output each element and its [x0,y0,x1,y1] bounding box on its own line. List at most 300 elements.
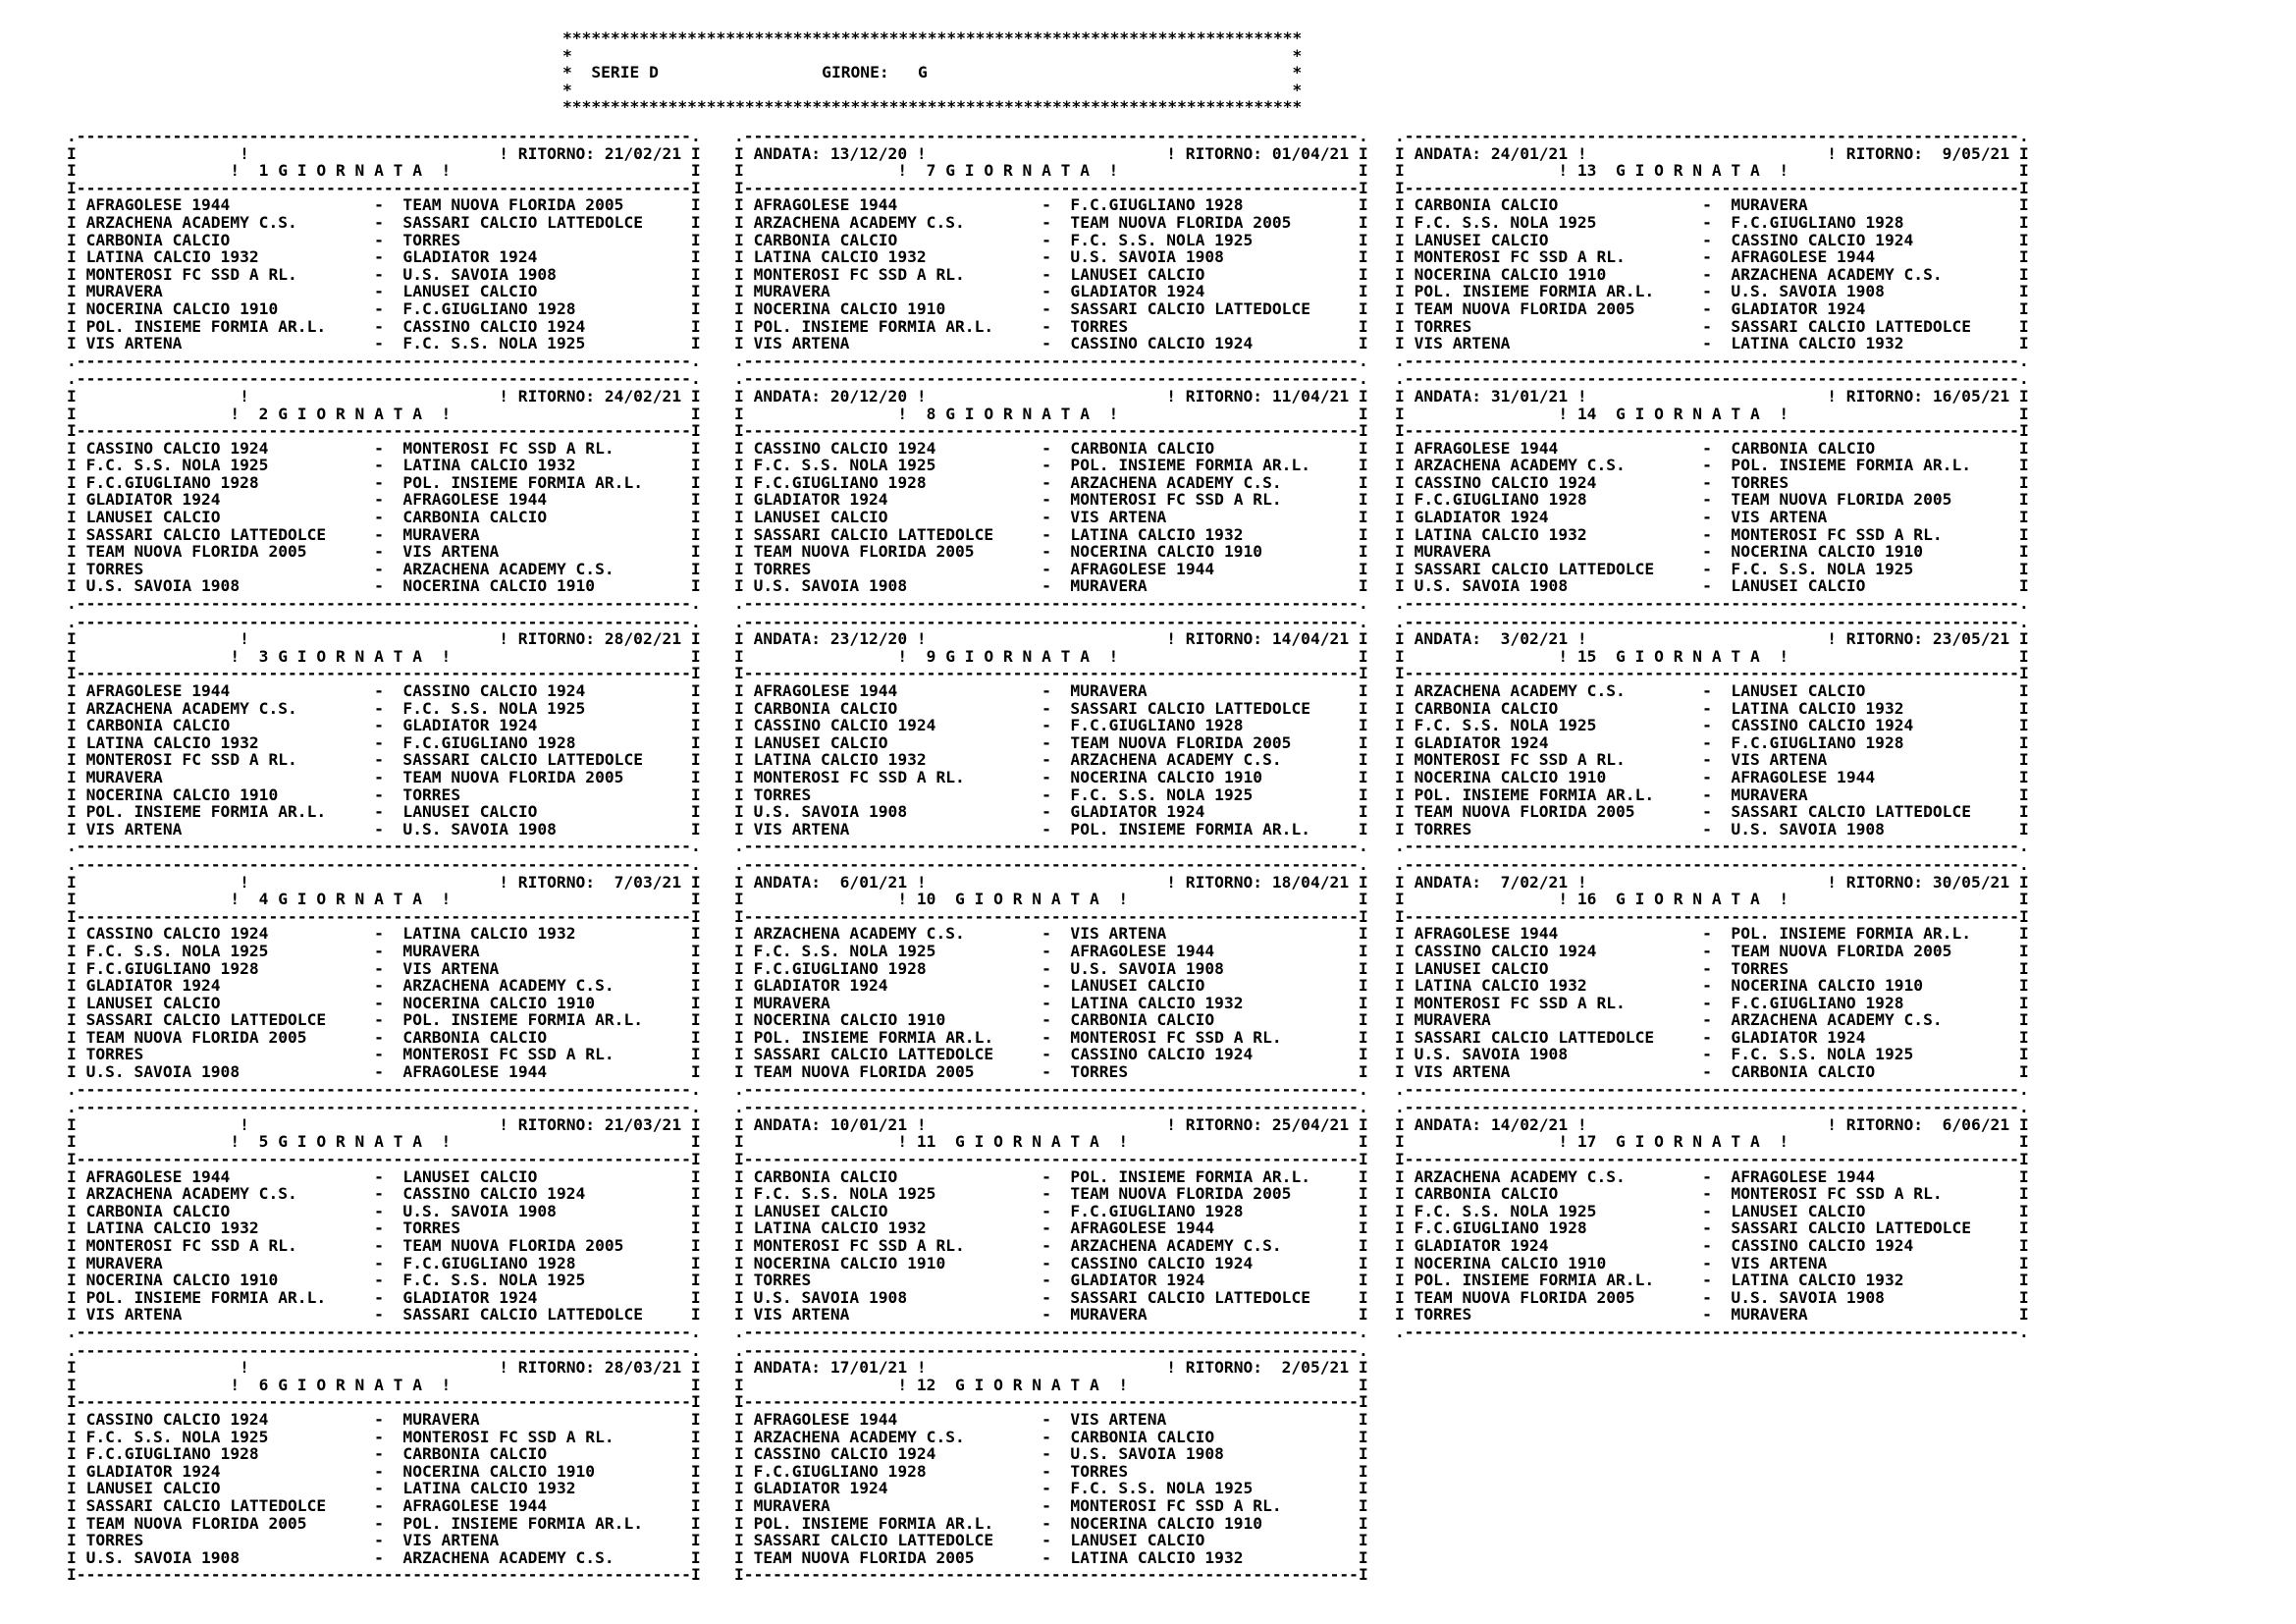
right-border: I [1358,283,1368,300]
away-team: VIS ARTENA [402,543,500,561]
home-team: TEAM NUOVA FLORIDA 2005 [753,1548,975,1567]
away-team: CASSINO CALCIO 1924 [1731,231,1914,249]
left-border: I [734,820,744,839]
left-border: I [67,213,77,232]
match-row [67,1011,701,1029]
left-border: I [1395,1219,1405,1237]
left-border: I [734,959,744,978]
right-border: I [1358,213,1368,232]
right-border: I [1358,1462,1368,1481]
dashed-rule: ---------------------------------------------------------------- [1404,352,2019,370]
left-border: I [67,283,77,300]
home-team: MONTEROSI FC SSD A RL. [1414,751,1626,769]
right-border: I [1358,699,1368,718]
right-border: I [690,1063,701,1081]
right-border: I [1358,196,1368,214]
left-border: I [1395,891,1405,908]
right-border: I [690,994,701,1012]
dates-row [1395,145,2029,163]
home-team: MURAVERA [85,283,163,300]
vs-dash: - [374,1532,384,1549]
corner: . [1358,838,1368,855]
dashed-rule: ---------------------------------------------------------------- [743,1393,1359,1411]
match-row [67,925,701,943]
match-row [67,1497,701,1515]
home-team: AFRAGOLESE 1944 [753,682,898,700]
match-row [1395,248,2029,266]
right-border: I [690,283,701,300]
right-border: I [690,977,701,995]
right-border: I [2018,1306,2029,1324]
match-row [67,960,701,978]
corner: . [2018,1099,2029,1116]
home-team: LATINA CALCIO 1932 [85,248,259,266]
vs-dash: - [1702,525,1712,544]
away-team: MONTEROSI FC SSD A RL. [1070,1028,1282,1047]
vs-dash: - [1702,1202,1712,1220]
match-row [67,440,701,458]
match-row [734,543,1368,561]
match-row [1395,232,2029,249]
left-border: I [734,803,744,821]
match-row [734,232,1368,249]
match-row [734,734,1368,752]
right-border: I [690,925,701,943]
panel-border-top [1395,128,2029,145]
left-border: I [1395,925,1405,943]
left-border: I [734,577,744,596]
right-border: I [690,1359,701,1377]
home-team: SASSARI CALCIO LATTEDOLCE [753,1046,994,1064]
right-border: I [690,942,701,960]
vs-dash: - [1041,1254,1051,1272]
match-row [1395,577,2029,595]
corner: I [67,1393,77,1411]
left-border: I [67,977,77,995]
away-team: MONTEROSI FC SSD A RL. [1731,1185,1943,1203]
right-border: I [2018,299,2029,318]
dashed-rule: ---------------------------------------------------------------- [76,838,691,855]
left-border: I [1395,1167,1405,1186]
home-team: U.S. SAVOIA 1908 [753,1288,908,1307]
right-border: I [690,1185,701,1203]
right-border: I [690,785,701,804]
corner: I [1358,907,1368,926]
home-team: AFRAGOLESE 1944 [753,196,898,214]
away-team: TORRES [1070,1462,1129,1481]
dates-row [734,630,1368,648]
away-team: U.S. SAVOIA 1908 [402,265,557,284]
away-team: TEAM NUOVA FLORIDA 2005 [402,196,624,214]
dashed-rule: ---------------------------------------------------------------- [76,1566,691,1584]
match-row [67,491,701,509]
home-team: VIS ARTENA [753,820,850,839]
away-team: NOCERINA CALCIO 1910 [1731,543,1924,561]
left-border: I [67,1496,77,1515]
panel-border-top [67,128,701,145]
home-team: ARZACHENA ACADEMY C.S. [753,213,965,232]
dashed-rule: ---------------------------------------------------------------- [1404,907,2019,926]
vs-dash: - [1041,1462,1051,1481]
match-row [734,1532,1368,1549]
corner: I [734,1151,744,1168]
vs-dash: - [1702,768,1712,786]
match-row [734,960,1368,978]
header-separator [1395,180,2029,197]
header-separator [67,1151,701,1168]
giornata-panel [1395,856,2029,1098]
left-border: I [1395,717,1405,734]
dashed-rule: ---------------------------------------------------------------- [743,128,1359,145]
away-team: F.C. S.S. NOLA 1925 [402,1272,586,1289]
away-team: CARBONIA CALCIO [402,1028,548,1047]
right-border: I [1358,1046,1368,1064]
home-team: U.S. SAVOIA 1908 [753,577,908,596]
right-border: I [1358,630,1368,648]
away-team: POL. INSIEME FORMIA AR.L. [1070,820,1311,839]
vs-dash: - [374,1046,384,1064]
home-team: MURAVERA [1414,543,1491,561]
right-border: I [1358,1011,1368,1029]
vs-dash: - [374,1219,384,1237]
right-border: I [2018,1133,2029,1152]
away-team: AFRAGOLESE 1944 [402,491,548,510]
match-row [67,995,701,1012]
giornata-title: ! 15 G I O R N A T A ! [1558,647,1789,666]
match-row [734,561,1368,578]
panel-border-bottom [67,595,701,613]
corner: . [2018,1323,2029,1341]
home-team: F.C.GIUGLIANO 1928 [85,473,259,492]
vs-dash: - [1041,1548,1051,1567]
giornate-column-2 [734,128,1368,1585]
left-border: I [67,1219,77,1237]
left-border: I [734,299,744,318]
vs-dash: - [1041,1011,1051,1029]
right-border: I [1358,959,1368,978]
ritorno-date: ! RITORNO: 11/04/21 [1166,387,1350,406]
left-border: I [734,942,744,960]
home-team: AFRAGOLESE 1944 [753,1410,898,1429]
right-border: I [2018,1219,2029,1237]
corner: . [67,1323,77,1341]
home-team: MURAVERA [85,1254,163,1272]
corner: . [690,855,701,874]
away-team: AFRAGOLESE 1944 [1070,560,1215,578]
right-border: I [2018,1254,2029,1272]
match-row [67,543,701,561]
vs-dash: - [1041,820,1051,839]
away-team: U.S. SAVOIA 1908 [402,1202,557,1220]
away-team: NOCERINA CALCIO 1910 [1070,543,1263,561]
match-row [734,214,1368,232]
match-row [1395,751,2029,769]
match-row [734,769,1368,786]
left-border: I [67,682,77,700]
match-row [1395,457,2029,474]
left-border: I [67,942,77,960]
away-team: MONTEROSI FC SSD A RL. [1070,491,1282,510]
right-border: I [1358,1288,1368,1307]
corner: I [2018,422,2029,440]
match-row [67,1463,701,1481]
home-team: CASSINO CALCIO 1924 [85,439,269,458]
right-border: I [2018,1011,2029,1029]
dashed-rule: ---------------------------------------------------------------- [1404,1151,2019,1168]
away-team: NOCERINA CALCIO 1910 [402,1462,596,1481]
left-border: I [67,1376,77,1394]
right-border: I [2018,942,2029,960]
away-team: CASSINO CALCIO 1924 [1731,1237,1914,1255]
away-team: CASSINO CALCIO 1924 [402,317,586,336]
match-row [67,1168,701,1186]
left-border: I [67,820,77,839]
left-border: I [67,387,77,406]
match-row [1395,561,2029,578]
away-team: TEAM NUOVA FLORIDA 2005 [1731,491,1952,510]
giornate-column-1 [67,128,701,1585]
corner: . [690,352,701,370]
home-team: NOCERINA CALCIO 1910 [753,299,946,318]
corner: . [690,613,701,631]
left-border: I [734,785,744,804]
match-row [67,1532,701,1549]
away-team: U.S. SAVOIA 1908 [1070,1445,1224,1463]
andata-date: ANDATA: 17/01/21 ! [753,1359,927,1377]
vs-dash: - [374,959,384,978]
vs-dash: - [1041,439,1051,458]
home-team: SASSARI CALCIO LATTEDOLCE [85,525,327,544]
andata-date: ANDATA: 13/12/20 ! [753,144,927,163]
right-border: I [690,1306,701,1324]
home-team: TORRES [85,1532,144,1549]
giornata-panel [1395,128,2029,369]
ritorno-date: ! RITORNO: 25/04/21 [1166,1115,1350,1134]
left-border: I [1395,820,1405,839]
andata-date: ANDATA: 7/02/21 ! [1414,873,1587,892]
left-border: I [1395,525,1405,544]
left-border: I [1395,1063,1405,1081]
right-border: I [1358,1480,1368,1497]
match-row [67,1255,701,1272]
left-border: I [1395,1028,1405,1047]
right-border: I [2018,1202,2029,1220]
left-border: I [1395,335,1405,352]
left-border: I [67,231,77,249]
corner: . [1395,370,1405,388]
home-team: NOCERINA CALCIO 1910 [1414,1254,1607,1272]
away-team: MURAVERA [1731,1306,1808,1324]
panel-border-top [67,856,701,874]
match-row [1395,1219,2029,1237]
left-border: I [1395,387,1405,406]
match-row [734,509,1368,526]
vs-dash: - [374,1185,384,1203]
match-row [67,1411,701,1429]
right-border: I [2018,248,2029,266]
left-border: I [734,682,744,700]
header-separator [1395,1151,2029,1168]
title-row [1395,648,2029,666]
vs-dash: - [1702,1028,1712,1047]
header-separator [67,665,701,682]
home-team: MURAVERA [753,994,830,1012]
match-row [1395,700,2029,718]
panel-border-top [1395,370,2029,388]
star-spacer-row [562,81,1302,99]
left-border: I [67,785,77,804]
match-row [734,995,1368,1012]
right-border: I [690,1376,701,1394]
star-spacer-row [562,47,1302,65]
right-border: I [2018,717,2029,734]
match-row [67,248,701,266]
vs-dash: - [1041,1063,1051,1081]
corner: . [690,128,701,145]
home-team: F.C.GIUGLIANO 1928 [753,1462,927,1481]
right-border: I [2018,647,2029,666]
left-border: I [67,647,77,666]
right-border: I [2018,977,2029,995]
left-border: I [734,231,744,249]
home-team: U.S. SAVOIA 1908 [753,803,908,821]
away-team: CARBONIA CALCIO [1070,439,1215,458]
away-team: MONTEROSI FC SSD A RL. [1070,1496,1282,1515]
home-team: SASSARI CALCIO LATTEDOLCE [1414,1028,1655,1047]
match-row [734,457,1368,474]
right-border: I [2018,265,2029,284]
away-team: GLADIATOR 1924 [402,717,538,734]
dashed-rule: ---------------------------------------------------------------- [76,855,691,874]
title-row [67,648,701,666]
left-border: I [734,1306,744,1324]
dashed-rule: ---------------------------------------------------------------- [1404,179,2019,197]
dates-row [1395,630,2029,648]
dashed-rule: ---------------------------------------------------------------- [76,907,691,926]
right-border: I [1358,1202,1368,1220]
panel-border-bottom [1395,838,2029,855]
away-team: SASSARI CALCIO LATTEDOLCE [1731,803,1972,821]
match-row [1395,1203,2029,1220]
home-team: CARBONIA CALCIO [85,231,231,249]
home-team: TEAM NUOVA FLORIDA 2005 [1414,803,1635,821]
match-row [734,1515,1368,1533]
right-border: I [1358,1028,1368,1047]
dashed-rule: ---------------------------------------------------------------- [1404,1323,2019,1341]
right-border: I [1358,405,1368,423]
match-row [67,803,701,821]
corner: . [67,595,77,613]
left-border: I [1395,942,1405,960]
away-team: CASSINO CALCIO 1924 [1070,1254,1254,1272]
right-border: I [1358,491,1368,510]
home-team: POL. INSIEME FORMIA AR.L. [85,317,327,336]
home-team: TEAM NUOVA FLORIDA 2005 [753,543,975,561]
home-team: MONTEROSI FC SSD A RL. [753,1237,965,1255]
match-row [1395,300,2029,318]
right-border: I [690,1480,701,1497]
vs-dash: - [374,317,384,336]
away-team: VIS ARTENA [1731,1254,1828,1272]
home-team: POL. INSIEME FORMIA AR.L. [85,1288,327,1307]
right-border: I [2018,560,2029,578]
giornata-title: ! 8 G I O R N A T A ! [897,405,1119,423]
match-row [67,1185,701,1203]
corner: I [734,1566,744,1584]
vs-dash: - [374,283,384,300]
away-team: POL. INSIEME FORMIA AR.L. [402,473,644,492]
match-row [734,821,1368,839]
match-row [734,1289,1368,1307]
right-border: I [1358,768,1368,786]
right-border: I [1358,473,1368,492]
match-row [67,1306,701,1324]
right-border: I [1358,509,1368,526]
andata-date: ANDATA: 3/02/21 ! [1414,630,1587,648]
title-row [1395,1133,2029,1151]
dashed-rule: ---------------------------------------------------------------- [1404,855,2019,874]
left-border: I [734,768,744,786]
vs-dash: - [1041,283,1051,300]
vs-dash: - [374,1063,384,1081]
left-border: I [67,630,77,648]
left-border: I [734,457,744,474]
away-team: GLADIATOR 1924 [402,1288,538,1307]
vs-dash: - [1702,1306,1712,1324]
away-team: F.C. S.S. NOLA 1925 [402,699,586,718]
match-row [67,786,701,804]
right-border: I [690,891,701,908]
right-border: I [1358,1548,1368,1567]
right-border: I [690,248,701,266]
home-team: F.C. S.S. NOLA 1925 [85,1428,269,1446]
andata-date: ANDATA: 23/12/20 ! [753,630,927,648]
corner: . [2018,855,2029,874]
left-border: I [67,751,77,769]
dashed-rule: ---------------------------------------------------------------- [76,665,691,682]
away-team: TEAM NUOVA FLORIDA 2005 [1731,942,1952,960]
match-row [67,335,701,352]
right-border: I [1358,647,1368,666]
corner: . [1395,128,1405,145]
right-border: I [2018,162,2029,180]
away-team: MURAVERA [402,1410,480,1429]
header-separator [67,1393,701,1411]
vs-dash: - [1702,577,1712,596]
left-border: I [67,265,77,284]
corner: I [67,1151,77,1168]
home-team: MURAVERA [1414,1011,1491,1029]
match-row [1395,214,2029,232]
right-border: I [1358,1219,1368,1237]
vs-dash: - [1702,1272,1712,1289]
corner: I [67,179,77,197]
vs-dash: - [374,751,384,769]
vs-dash: - [374,248,384,266]
right-border: I [1358,751,1368,769]
away-team: GLADIATOR 1924 [1070,283,1205,300]
match-row [734,1011,1368,1029]
vs-dash: - [1702,785,1712,804]
home-team: CASSINO CALCIO 1924 [753,1445,936,1463]
away-team: LATINA CALCIO 1932 [1731,1272,1904,1289]
home-team: MURAVERA [753,1496,830,1515]
vs-dash: - [1041,1237,1051,1255]
right-border: I [2018,768,2029,786]
corner: I [1395,179,1405,197]
corner: I [734,179,744,197]
match-row [1395,943,2029,960]
